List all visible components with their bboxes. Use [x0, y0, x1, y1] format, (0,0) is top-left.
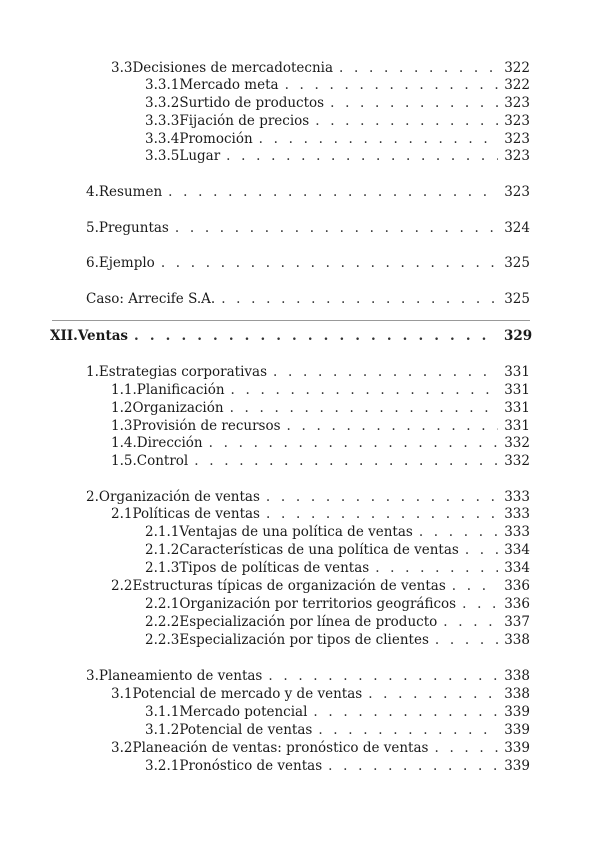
toc-entry-page: 334: [504, 560, 530, 576]
toc-entry-title: Preguntas: [98, 220, 169, 236]
toc-entry: [145, 757, 530, 775]
toc-entry-page: 332: [504, 453, 530, 469]
dot-leader: [313, 703, 498, 721]
dot-leader: [273, 363, 498, 381]
toc-entry-number: 2.1: [111, 506, 133, 522]
toc-entry-title: Ventas: [77, 328, 129, 344]
toc-entry-title: Planeación de ventas: pronóstico de ventas: [132, 740, 429, 756]
toc-entry: [145, 721, 530, 739]
toc-entry-number: 2.2.1: [145, 596, 180, 612]
toc-entry-page: 323: [504, 95, 530, 111]
toc-entry: [145, 559, 530, 577]
toc-entry: [86, 183, 530, 201]
toc-entry-title: Estructuras típicas de organización de ventas: [132, 578, 446, 594]
dot-leader: [434, 739, 498, 757]
toc-entry-title: Fijación de precios: [179, 113, 310, 129]
toc-entry-page: 333: [504, 524, 530, 540]
dot-leader: [465, 541, 498, 559]
toc-entry-number: 3.2: [111, 740, 133, 756]
toc-entry-title: Estrategias corporativas: [98, 364, 268, 380]
toc-entry-title: Mercado meta: [179, 77, 279, 93]
toc-entry-page: 329: [504, 328, 533, 344]
toc-entry: [111, 59, 530, 77]
toc-entry-number: 3.3.4: [145, 131, 180, 147]
toc-entry: [50, 327, 533, 345]
toc-entry: [86, 488, 530, 506]
toc-entry-page: 331: [504, 400, 530, 416]
toc-entry: [145, 523, 530, 541]
toc-entry: [86, 667, 530, 685]
toc-entry-page: 322: [504, 60, 530, 76]
toc-entry-number: 2.2.3: [145, 632, 180, 648]
toc-entry-number: 3.: [86, 668, 99, 684]
toc-entry-title: Provisión de recursos: [132, 418, 281, 434]
toc-entry: [111, 577, 530, 595]
toc-entry-title: Organización por territorios geográficos: [179, 596, 457, 612]
toc-entry-title: Caso: Arrecife S.A.: [86, 291, 216, 307]
toc-entry-title: Lugar: [179, 148, 221, 164]
toc-entry-page: 337: [504, 614, 530, 630]
toc-entry-page: 325: [504, 291, 530, 307]
toc-entry-title: Políticas de ventas: [132, 506, 260, 522]
toc-entry-number: 2.: [86, 489, 99, 505]
dot-leader: [268, 667, 498, 685]
toc-entry-number: 5.: [86, 220, 99, 236]
dot-leader: [285, 76, 498, 94]
toc-entry-number: 3.1.1: [145, 704, 180, 720]
toc-entry-number: 3.1.2: [145, 722, 180, 738]
toc-entry: [111, 505, 530, 523]
toc-entry-page: 332: [504, 435, 530, 451]
toc-entry-title: Potencial de ventas: [179, 722, 313, 738]
toc-entry: [111, 417, 530, 435]
toc-entry-number: 2.1.2: [145, 542, 180, 558]
toc-entry-number: 3.1: [111, 686, 133, 702]
toc-entry-title: Control: [136, 453, 189, 469]
toc-entry-title: Especialización por línea de producto: [179, 614, 438, 630]
dot-leader: [419, 523, 498, 541]
toc-entry-number: 3.3.5: [145, 148, 180, 164]
toc-entry-page: 339: [504, 740, 530, 756]
toc-entry-number: 2.1.1: [145, 524, 180, 540]
toc-entry-number: XII.: [50, 328, 78, 344]
toc-entry-page: 339: [504, 704, 530, 720]
dot-leader: [221, 290, 498, 308]
toc-entry: [111, 452, 530, 470]
toc-entry-number: 1.: [86, 364, 99, 380]
dot-leader: [328, 757, 498, 775]
toc-entry-page: 333: [504, 489, 530, 505]
toc-entry-title: Características de una política de ventas: [179, 542, 459, 558]
toc-entry: [111, 381, 530, 399]
toc-entry-page: 336: [504, 578, 530, 594]
toc-entry-title: Potencial de mercado y de ventas: [132, 686, 363, 702]
dot-leader: [175, 219, 498, 237]
toc-entry-number: 3.3.3: [145, 113, 180, 129]
toc-entry-title: Organización: [132, 400, 224, 416]
toc-entry: [145, 130, 530, 148]
dot-leader: [231, 381, 498, 399]
toc-entry: [86, 219, 530, 237]
toc-entry-page: 338: [504, 668, 530, 684]
toc-entry: [111, 399, 530, 417]
toc-entry: [111, 739, 530, 757]
toc-entry-number: 3.3.1: [145, 77, 180, 93]
toc-entry-title: Surtido de productos: [179, 95, 325, 111]
toc-entry-page: 331: [504, 418, 530, 434]
toc-entry: [145, 94, 530, 112]
toc-entry-number: 1.4.: [111, 435, 137, 451]
dot-leader: [226, 147, 498, 165]
dot-leader: [134, 327, 498, 345]
toc-entry: [145, 595, 530, 613]
toc-entry-number: 1.5.: [111, 453, 137, 469]
toc-entry: [145, 703, 530, 721]
toc-entry: [145, 541, 530, 559]
toc-entry-page: 339: [504, 722, 530, 738]
dot-leader: [435, 631, 498, 649]
toc-entry: [145, 112, 530, 130]
toc-entry-number: 1.1.: [111, 382, 137, 398]
toc-entry: [86, 290, 530, 308]
toc-entry-title: Pronóstico de ventas: [179, 758, 323, 774]
toc-entry: [145, 613, 530, 631]
toc-entry-page: 323: [504, 131, 530, 147]
dot-leader: [161, 254, 498, 272]
toc-entry-title: Promoción: [179, 131, 253, 147]
toc-entry-title: Ventajas de una política de ventas: [179, 524, 413, 540]
toc-entry-page: 322: [504, 77, 530, 93]
toc-entry-title: Mercado potencial: [179, 704, 308, 720]
toc-entry: [86, 363, 530, 381]
toc-entry-page: 338: [504, 686, 530, 702]
dot-leader: [330, 94, 498, 112]
toc-entry-page: 333: [504, 506, 530, 522]
toc-entry-page: 336: [504, 596, 530, 612]
dot-leader: [168, 183, 498, 201]
toc-entry: [111, 434, 530, 452]
dot-leader: [266, 488, 498, 506]
toc-entry-number: 3.3.2: [145, 95, 180, 111]
toc-entry-number: 6.: [86, 255, 99, 271]
toc-entry-page: 323: [504, 184, 530, 200]
toc-entry-page: 324: [504, 220, 530, 236]
dot-leader: [443, 613, 498, 631]
dot-leader: [194, 452, 498, 470]
toc-entry-title: Resumen: [98, 184, 163, 200]
toc-entry-number: 2.2.2: [145, 614, 180, 630]
toc-entry-title: Especialización por tipos de clientes: [179, 632, 429, 648]
toc-entry-number: 1.3: [111, 418, 133, 434]
toc-entry-number: 4.: [86, 184, 99, 200]
toc-entry-page: 331: [504, 382, 530, 398]
toc-entry-page: 339: [504, 758, 530, 774]
toc-entry-page: 334: [504, 542, 530, 558]
toc-entry-title: Planeamiento de ventas: [98, 668, 263, 684]
toc-entry-page: 331: [504, 364, 530, 380]
dot-leader: [259, 130, 498, 148]
dot-leader: [452, 577, 498, 595]
dot-leader: [315, 112, 498, 130]
toc-entry-page: 338: [504, 632, 530, 648]
toc-entry-number: 3.3: [111, 60, 133, 76]
toc-entry: [145, 76, 530, 94]
toc-entry-title: Dirección: [136, 435, 203, 451]
toc-entry-title: Organización de ventas: [98, 489, 260, 505]
toc-entry: [145, 147, 530, 165]
dot-leader: [230, 399, 498, 417]
dot-leader: [368, 685, 498, 703]
toc-entry-title: Decisiones de mercadotecnia: [132, 60, 334, 76]
toc-entry-number: 3.2.1: [145, 758, 180, 774]
dot-leader: [287, 417, 498, 435]
toc-entry-title: Tipos de políticas de ventas: [179, 560, 370, 576]
dot-leader: [462, 595, 498, 613]
dot-leader: [209, 434, 498, 452]
toc-entry-page: 323: [504, 148, 530, 164]
toc-entry-page: 325: [504, 255, 530, 271]
dot-leader: [375, 559, 498, 577]
toc-entry-title: Ejemplo: [98, 255, 155, 271]
toc-entry-number: 1.2: [111, 400, 133, 416]
toc-entry-page: 323: [504, 113, 530, 129]
toc-entry-number: 2.1.3: [145, 560, 180, 576]
toc-entry: [111, 685, 530, 703]
section-divider: [52, 320, 530, 321]
dot-leader: [318, 721, 498, 739]
dot-leader: [339, 59, 498, 77]
toc-entry: [145, 631, 530, 649]
toc-entry-title: Planificación: [136, 382, 225, 398]
toc-entry: [86, 254, 530, 272]
toc-entry-number: 2.2: [111, 578, 133, 594]
dot-leader: [266, 505, 498, 523]
